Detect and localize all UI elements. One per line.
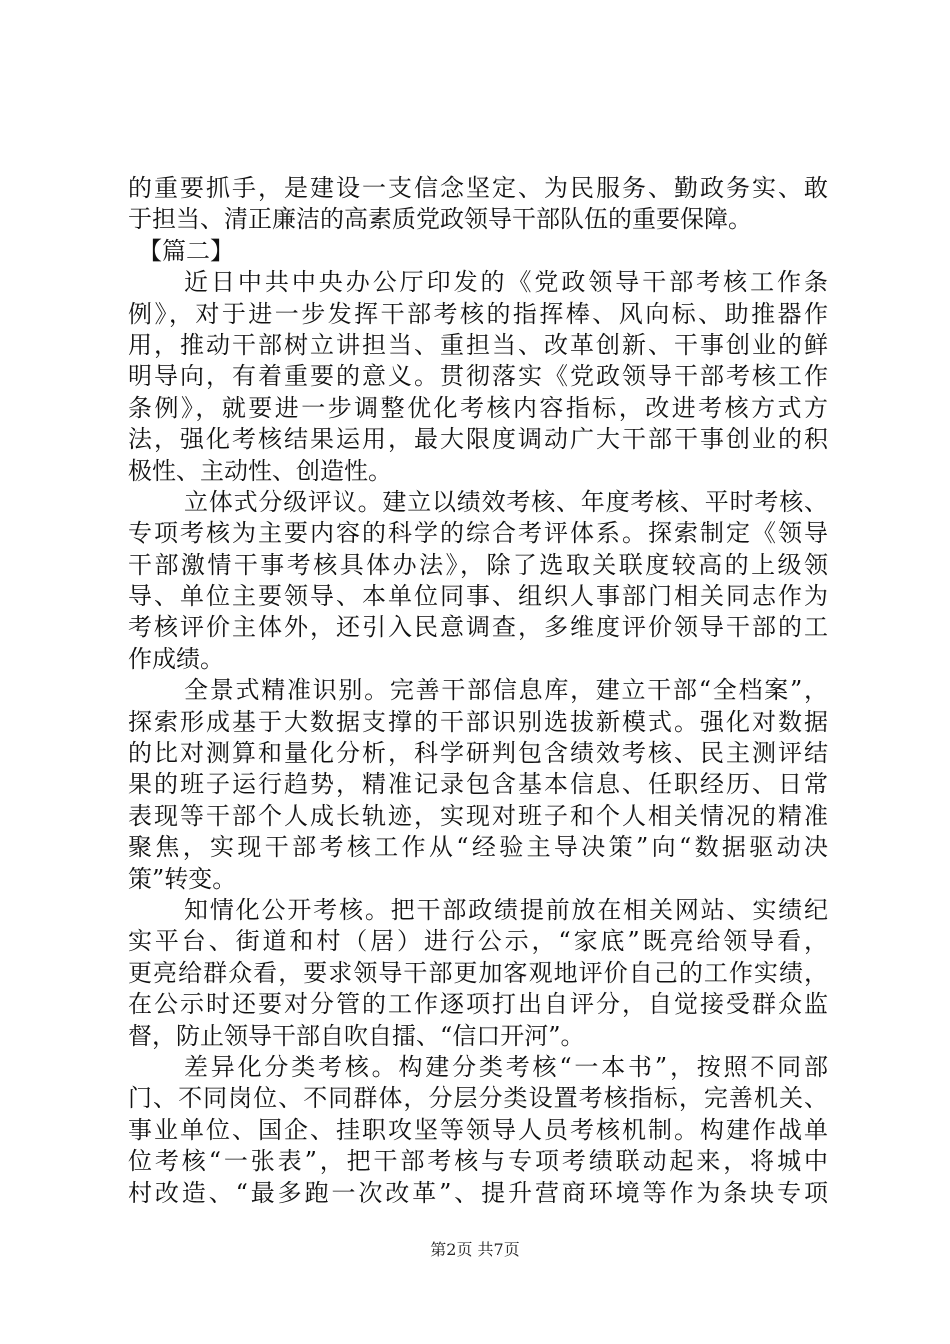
- section-heading: 【篇二】: [138, 236, 234, 265]
- text-line: 门、不同岗位、不同群体，分层分类设置考核指标，完善机关、: [128, 1084, 828, 1113]
- text-line: 极性、主动性、创造性。: [128, 456, 392, 485]
- document-body: [128, 173, 828, 1209]
- text-line: 干部激情干事考核具体办法》，除了选取关联度较高的上级领: [128, 550, 828, 579]
- text-line: 探索形成基于大数据支撑的干部识别选拔新模式。强化对数据: [128, 707, 828, 736]
- page-number-footer: 第2页 共7页: [430, 1240, 520, 1259]
- text-line: 策”转变。: [128, 864, 237, 893]
- text-line: 于担当、清正廉洁的高素质党政领导干部队伍的重要保障。: [128, 205, 752, 234]
- text-line: 明导向，有着重要的意义。贯彻落实《党政领导干部考核工作: [128, 362, 828, 391]
- text-line: 在公示时还要对分管的工作逐项打出自评分，自觉接受群众监: [128, 990, 828, 1019]
- text-line: 事业单位、国企、挂职攻坚等领导人员考核机制。构建作战单: [128, 1115, 828, 1144]
- text-line: 差异化分类考核。构建分类考核“一本书”，按照不同部: [184, 1052, 828, 1081]
- text-line: 导、单位主要领导、本单位同事、组织人事部门相关同志作为: [128, 582, 828, 611]
- text-line: 专项考核为主要内容的科学的综合考评体系。探索制定《领导: [128, 519, 828, 548]
- text-line: 表现等干部个人成长轨迹，实现对班子和个人相关情况的精准: [128, 801, 828, 830]
- text-line: 聚焦，实现干部考核工作从“经验主导决策”向“数据驱动决: [128, 833, 828, 862]
- text-line: 村改造、“最多跑一次改革”、提升营商环境等作为条块专项: [128, 1178, 828, 1207]
- text-line: 近日中共中央办公厅印发的《党政领导干部考核工作条: [184, 268, 828, 297]
- text-line: 立体式分级评议。建立以绩效考核、年度考核、平时考核、: [184, 487, 828, 516]
- text-line: 督，防止领导干部自吹自擂、“信口开河”。: [128, 1021, 585, 1050]
- text-line: 的比对测算和量化分析，科学研判包含绩效考核、民主测评结: [128, 739, 828, 768]
- text-line: 更亮给群众看，要求领导干部更加客观地评价自己的工作实绩，: [128, 958, 828, 987]
- text-line: 的重要抓手，是建设一支信念坚定、为民服务、勤政务实、敢: [128, 174, 828, 202]
- text-line: 位考核“一张表”，把干部考核与专项考绩联动起来，将城中: [128, 1147, 828, 1176]
- text-line: 知情化公开考核。把干部政绩提前放在相关网站、实绩纪: [184, 895, 828, 924]
- text-line: 考核评价主体外，还引入民意调查，多维度评价领导干部的工: [128, 613, 828, 642]
- text-line: 实平台、街道和村（居）进行公示，“家底”既亮给领导看，: [128, 927, 828, 956]
- text-line: 法，强化考核结果运用，最大限度调动广大干部干事创业的积: [128, 425, 828, 454]
- text-line: 作成绩。: [128, 644, 224, 673]
- text-line: 条例》，就要进一步调整优化考核内容指标，改进考核方式方: [128, 393, 828, 422]
- text-line: 全景式精准识别。完善干部信息库，建立干部“全档案”，: [184, 676, 828, 705]
- text-line: 用，推动干部树立讲担当、重担当、改革创新、干事创业的鲜: [128, 330, 828, 359]
- text-line: 果的班子运行趋势，精准记录包含基本信息、任职经历、日常: [128, 770, 828, 799]
- text-line: 例》，对于进一步发挥干部考核的指挥棒、风向标、助推器作: [128, 299, 828, 328]
